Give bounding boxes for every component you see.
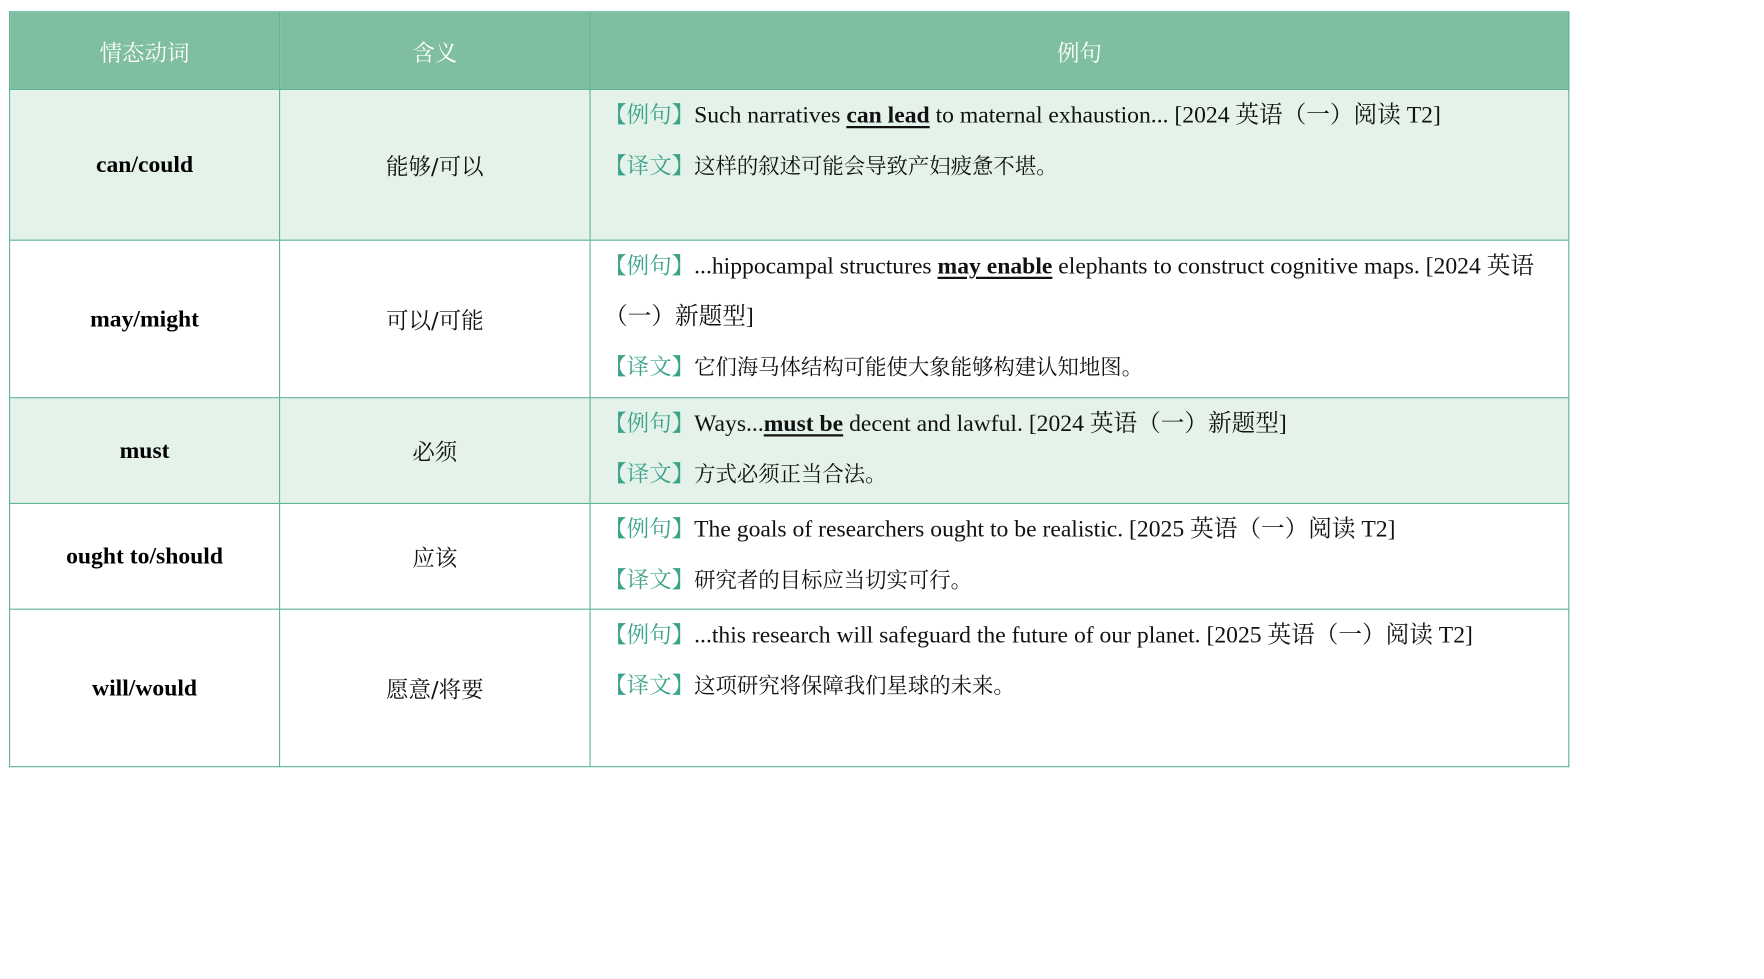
example-label: 【例句】	[604, 621, 695, 648]
header-meaning: 含义	[280, 12, 591, 90]
example-cell	[590, 609, 1569, 767]
meaning-cell: 应该	[280, 503, 591, 609]
meaning-cell: 可以/可能	[280, 240, 591, 398]
translation-sentence	[604, 342, 1552, 394]
example-text-pre: Ways...	[694, 409, 764, 437]
example-text-pre: The goals of researchers ought to be realistic. [2025 英语（一）阅读 T2]	[694, 515, 1396, 543]
meaning-cell: 必须	[280, 398, 591, 504]
translation-sentence	[604, 660, 1552, 712]
example-label: 【例句】	[604, 252, 695, 279]
header-example: 例句	[590, 12, 1569, 90]
translation-sentence	[604, 141, 1552, 193]
example-label: 【例句】	[604, 101, 695, 129]
meaning-cell: 能够/可以	[280, 89, 591, 240]
example-highlight: can lead	[846, 101, 930, 129]
example-highlight: may enable	[937, 252, 1053, 279]
table-row	[10, 89, 1569, 240]
example-cell	[590, 89, 1569, 240]
example-cell	[590, 398, 1569, 504]
example-label: 【例句】	[604, 409, 695, 437]
translation-sentence	[604, 555, 1552, 607]
translation-label: 【译文】	[604, 151, 695, 179]
example-text-pre: Such narratives	[694, 101, 847, 129]
translation-sentence	[604, 449, 1552, 501]
translation-text: 研究者的目标应当切实可行。	[694, 568, 973, 593]
header-modal-verb: 情态动词	[10, 12, 280, 90]
example-text-post: elephants to construct cognitive maps. [2024 英语（一）新题型]	[604, 252, 1534, 330]
translation-text: 这项研究将保障我们星球的未来。	[694, 673, 1015, 699]
table-row	[10, 240, 1569, 398]
modal-verb-cell: may/might	[10, 240, 280, 398]
translation-text: 方式必须正当合法。	[694, 462, 887, 488]
example-text-pre: ...hippocampal structures	[694, 252, 938, 279]
modal-verb-cell: can/could	[10, 89, 280, 240]
modal-verbs-table	[9, 11, 1569, 767]
table-row	[10, 398, 1569, 504]
translation-label: 【译文】	[604, 671, 695, 699]
example-text-post: decent and lawful. [2024 英语（一）新题型]	[843, 409, 1287, 437]
translation-text: 这样的叙述可能会导致产妇疲惫不堪。	[694, 154, 1058, 179]
meaning-cell: 愿意/将要	[280, 609, 591, 767]
modal-verb-cell: ought to/should	[10, 503, 280, 609]
translation-label: 【译文】	[604, 565, 695, 593]
modal-verb-cell: will/would	[10, 609, 280, 767]
translation-text: 它们海马体结构可能使大象能够构建认知地图。	[694, 355, 1144, 381]
translation-label: 【译文】	[604, 353, 695, 381]
example-sentence	[604, 398, 1552, 449]
example-sentence	[604, 90, 1552, 141]
translation-label: 【译文】	[604, 460, 695, 488]
example-cell	[590, 240, 1569, 398]
example-highlight: must be	[763, 409, 844, 437]
table-row	[10, 609, 1569, 767]
modal-verb-cell: must	[10, 398, 280, 504]
example-sentence	[604, 241, 1552, 342]
table-header-row	[10, 12, 1569, 90]
example-label: 【例句】	[604, 515, 695, 543]
example-cell	[590, 503, 1569, 609]
example-sentence	[604, 610, 1552, 661]
example-sentence	[604, 504, 1552, 555]
example-text-post: to maternal exhaustion... [2024 英语（一）阅读 T2]	[929, 101, 1441, 129]
table-row	[10, 503, 1569, 609]
example-text-pre: ...this research will safeguard the future of our planet. [2025 英语（一）阅读 T2]	[694, 621, 1473, 648]
